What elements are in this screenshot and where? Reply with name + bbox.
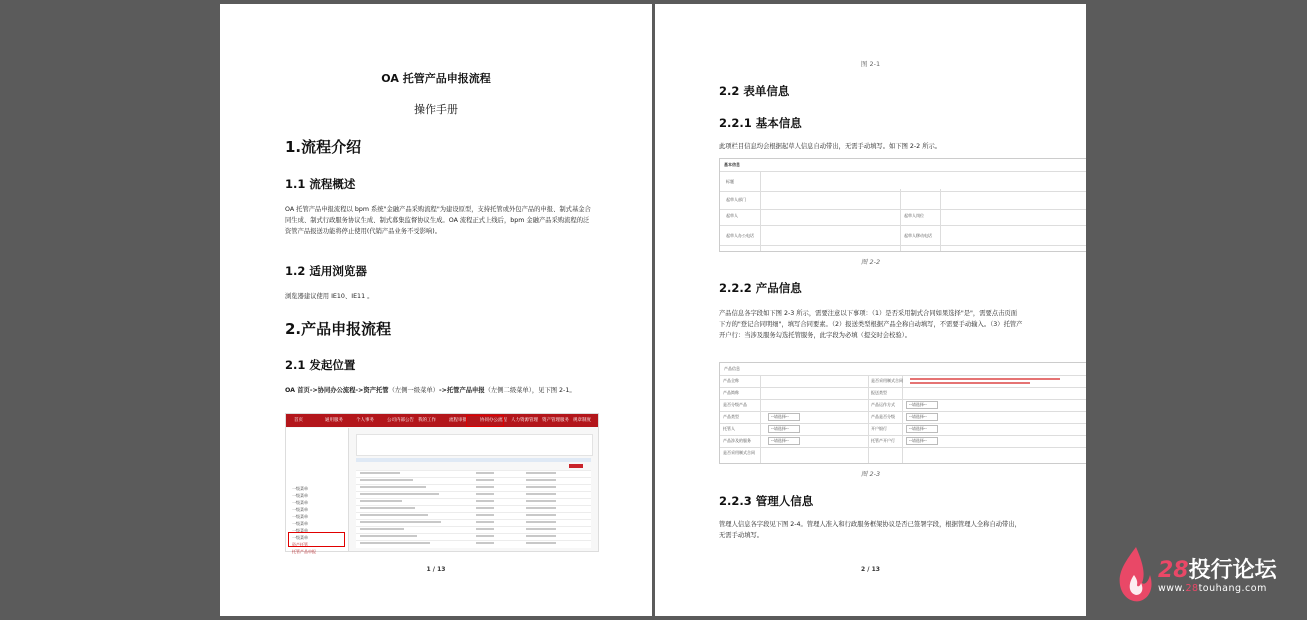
doc-title: OA 托管产品申报流程 (381, 72, 491, 85)
form-label: 标题 (726, 179, 734, 184)
form-divider (720, 387, 1086, 388)
form-label: 产品简称 (723, 390, 739, 395)
table-row[interactable] (356, 484, 591, 485)
nav-item[interactable]: 首页 (294, 418, 303, 423)
table-cell-date (476, 486, 494, 488)
sidebar-item[interactable]: 一级菜单 (292, 514, 308, 519)
new-button[interactable] (569, 464, 583, 468)
table-cell-text (360, 542, 430, 544)
form-label: 是否采用制式合同 (871, 378, 903, 383)
page-number: 1 / 13 (426, 566, 446, 573)
form-label: 产品运作方式 (871, 402, 895, 407)
table-cell-date (476, 514, 494, 516)
sidebar-item[interactable]: 一级菜单 (292, 521, 308, 526)
data-table (356, 470, 591, 548)
form-header: 产品信息 (724, 366, 740, 371)
start-path-mid: （左侧一级菜单） (388, 387, 439, 394)
page-number: 2 / 13 (861, 566, 880, 573)
heading-form: 2.2 表单信息 (719, 84, 790, 98)
heading-product: 2.2.2 产品信息 (719, 281, 802, 295)
form-label: 产品是否分级 (871, 414, 895, 419)
form-divider (720, 399, 1086, 400)
browser-paragraph: 浏览器建议使用 IE10、IE11 。 (285, 293, 374, 300)
form-label: 起草人办公电话 (726, 233, 754, 238)
watermark-name: 投行论坛 (1188, 558, 1277, 583)
sidebar-item[interactable]: 一级菜单 (292, 535, 308, 540)
table-cell-date (476, 542, 494, 544)
form-select[interactable]: --请选择-- (906, 401, 938, 409)
form-divider (720, 225, 1086, 226)
form-label: 是否分级产品 (723, 402, 747, 407)
form-label: 报送类型 (871, 390, 887, 395)
nav-item[interactable]: 流程审批 (449, 418, 467, 423)
form-label: 托管产开户行 (871, 438, 895, 443)
url-prefix: www. (1158, 583, 1186, 594)
manager-paragraph: 管理人信息各字段见下图 2-4。管理人准入和行政服务框架协议是否已签署字段，根据管理人全称自动带出，无需手动填写。 (719, 521, 1021, 539)
form-header: 基本信息 (724, 162, 740, 167)
caption-fig-2-2: 图 2-2 (860, 258, 881, 266)
table-cell-text (360, 500, 402, 502)
form-divider (720, 423, 1086, 424)
oa-nav-bar (286, 414, 598, 427)
start-path-bold2: ->托管产品申报 (438, 387, 485, 394)
table-cell-date (476, 528, 494, 530)
table-row[interactable] (356, 512, 591, 513)
form-label: 是否采用制式合同 (723, 450, 755, 455)
table-row[interactable] (356, 470, 591, 471)
nav-item[interactable]: 我的工作 (418, 418, 436, 423)
nav-item[interactable]: 个人事务 (356, 418, 374, 423)
heading-start: 2.1 发起位置 (285, 358, 356, 372)
watermark-number: 28 (1158, 558, 1189, 583)
document-page-1 (220, 4, 652, 616)
form-divider (720, 375, 1086, 376)
form-col-line (900, 189, 901, 251)
form-divider (720, 447, 1086, 448)
form-select[interactable]: --请选择-- (768, 425, 800, 433)
table-cell-text (360, 521, 441, 523)
form-label: 起草人部门 (726, 197, 746, 202)
form-label: 起草人岗位 (904, 213, 924, 218)
url-number: 28 (1185, 583, 1199, 594)
table-cell-date (476, 521, 494, 523)
table-cell-date (476, 500, 494, 502)
basic-paragraph: 此项栏目信息均会根据起草人信息自动带出，无需手动填写。如下图 2-2 所示。 (719, 143, 942, 150)
form-select[interactable]: --请选择-- (906, 413, 938, 421)
table-cell-status (526, 507, 556, 509)
site-watermark (1113, 545, 1303, 605)
start-path-bold: OA 首页->协同办公流程->资产托管 (285, 387, 389, 394)
table-cell-status (526, 486, 556, 488)
heading-overview: 1.1 流程概述 (285, 177, 356, 191)
table-cell-text (360, 507, 415, 509)
form-label: 产品类型 (723, 414, 739, 419)
figure-2-3-form (719, 362, 1086, 464)
nav-item[interactable]: 规章制度 (573, 418, 591, 423)
form-label: 产品涉及的服务 (723, 438, 751, 443)
form-divider (720, 209, 1086, 210)
form-col-line (940, 189, 941, 251)
start-paragraph (285, 385, 591, 396)
form-divider (720, 191, 1086, 192)
table-cell-date (476, 479, 494, 481)
form-divider (720, 435, 1086, 436)
heading-flow: 2.产品申报流程 (285, 320, 392, 338)
table-cell-status (526, 535, 556, 537)
document-page-2 (655, 4, 1086, 616)
heading-browser: 1.2 适用浏览器 (285, 264, 367, 278)
nav-item[interactable]: 资产管理服务 (542, 418, 569, 423)
table-row[interactable] (356, 519, 591, 520)
figure-2-2-form (719, 158, 1086, 252)
sidebar-item[interactable]: 一级菜单 (292, 528, 308, 533)
toolbar-strip (356, 458, 591, 462)
figure-2-1-screenshot (285, 413, 599, 552)
table-cell-status (526, 528, 556, 530)
table-cell-date (476, 535, 494, 537)
url-suffix: touhang.com (1198, 583, 1267, 594)
table-cell-text (360, 528, 404, 530)
nav-item[interactable]: 公司内部公告 (387, 418, 414, 423)
start-path-end: （左侧二级菜单），见下图 2-1。 (484, 387, 576, 394)
sidebar-item[interactable]: 托管产品申报 (292, 549, 316, 554)
table-cell-text (360, 514, 428, 516)
table-cell-status (526, 521, 556, 523)
form-col-line (868, 375, 869, 463)
nav-item[interactable]: 协同办公流程 (480, 418, 507, 423)
table-row[interactable] (356, 526, 591, 527)
sidebar-item[interactable]: 一级菜单 (292, 507, 308, 512)
table-cell-status (526, 500, 556, 502)
table-cell-date (476, 472, 494, 474)
table-row[interactable] (356, 540, 591, 541)
form-col-line (760, 171, 761, 251)
highlight-nav (466, 415, 504, 427)
table-cell-status (526, 493, 556, 495)
table-row[interactable] (356, 491, 591, 492)
form-label: 产品全称 (723, 378, 739, 383)
table-cell-status (526, 514, 556, 516)
search-panel (356, 434, 593, 456)
watermark-url (1158, 583, 1267, 594)
product-paragraph: 产品信息各字段如下图 2-3 所示，需要注意以下事项：（1）是否采用制式合同如果选择"是"，需要点击页面下方的"登记合同明细"，填写合同要素。（2）报送类型根据产品全称自动填写，不需要手动输入。（3）托管产开户行：当涉及服务勾选托管服务，此字段为必填（提交时会校验）。 (719, 310, 1023, 339)
table-cell-status (526, 472, 556, 474)
form-col-line (760, 375, 761, 463)
table-row[interactable] (356, 533, 591, 534)
table-row[interactable] (356, 477, 591, 478)
table-cell-status (526, 479, 556, 481)
table-cell-date (476, 493, 494, 495)
table-cell-date (476, 507, 494, 509)
form-divider (720, 411, 1086, 412)
nav-item[interactable]: 通用服务 (325, 418, 343, 423)
table-cell-text (360, 493, 439, 495)
form-divider (720, 245, 1086, 246)
heading-basic: 2.2.1 基本信息 (719, 116, 802, 130)
table-cell-status (526, 542, 556, 544)
table-row[interactable] (356, 498, 591, 499)
heading-intro: 1.流程介绍 (285, 138, 362, 156)
table-cell-text (360, 472, 400, 474)
form-select[interactable]: --请选择-- (906, 437, 938, 445)
form-label: 开户银行 (871, 426, 887, 431)
nav-item[interactable]: 人力资源管理 (511, 418, 538, 423)
form-warning-line (910, 378, 1060, 380)
form-col-line (902, 375, 903, 463)
heading-manager: 2.2.3 管理人信息 (719, 494, 814, 508)
sidebar-item[interactable]: 资产托管 (292, 542, 308, 547)
form-select[interactable]: --请选择-- (906, 425, 938, 433)
form-select[interactable]: --请选择-- (768, 413, 800, 421)
highlight-sidebar (288, 532, 345, 547)
doc-subtitle: 操作手册 (414, 103, 458, 116)
table-cell-text (360, 479, 413, 481)
form-divider (720, 171, 1086, 172)
form-select[interactable]: --请选择-- (768, 437, 800, 445)
table-cell-text (360, 535, 417, 537)
flame-icon (1116, 545, 1156, 605)
table-cell-text (360, 486, 426, 488)
sidebar-item[interactable]: 一级菜单 (292, 493, 308, 498)
sidebar-item[interactable]: 一级菜单 (292, 500, 308, 505)
form-label: 起草人 (726, 213, 738, 218)
table-row[interactable] (356, 505, 591, 506)
overview-paragraph: OA 托管产品申报流程以 bpm 系统"金融产品采购流程"为建设原型，支持托管或外包产品的申报、制式基金合同生成、制式行政服务协议生成、制式募集监督协议生成。OA 流程正式上线后，bpm 金融产品采购流程的泛资管产品报送功能将停止使用(代销产品业务不受影响)。 (285, 206, 591, 235)
caption-fig-2-3: 图 2-3 (860, 470, 881, 478)
caption-fig-2-1: 图 2-1 (860, 60, 881, 68)
sidebar-item[interactable]: 一级菜单 (292, 486, 308, 491)
form-warning-line (910, 382, 1030, 384)
form-label: 托管人 (723, 426, 735, 431)
form-label: 起草人移动电话 (904, 233, 932, 238)
watermark-brand (1158, 553, 1277, 584)
